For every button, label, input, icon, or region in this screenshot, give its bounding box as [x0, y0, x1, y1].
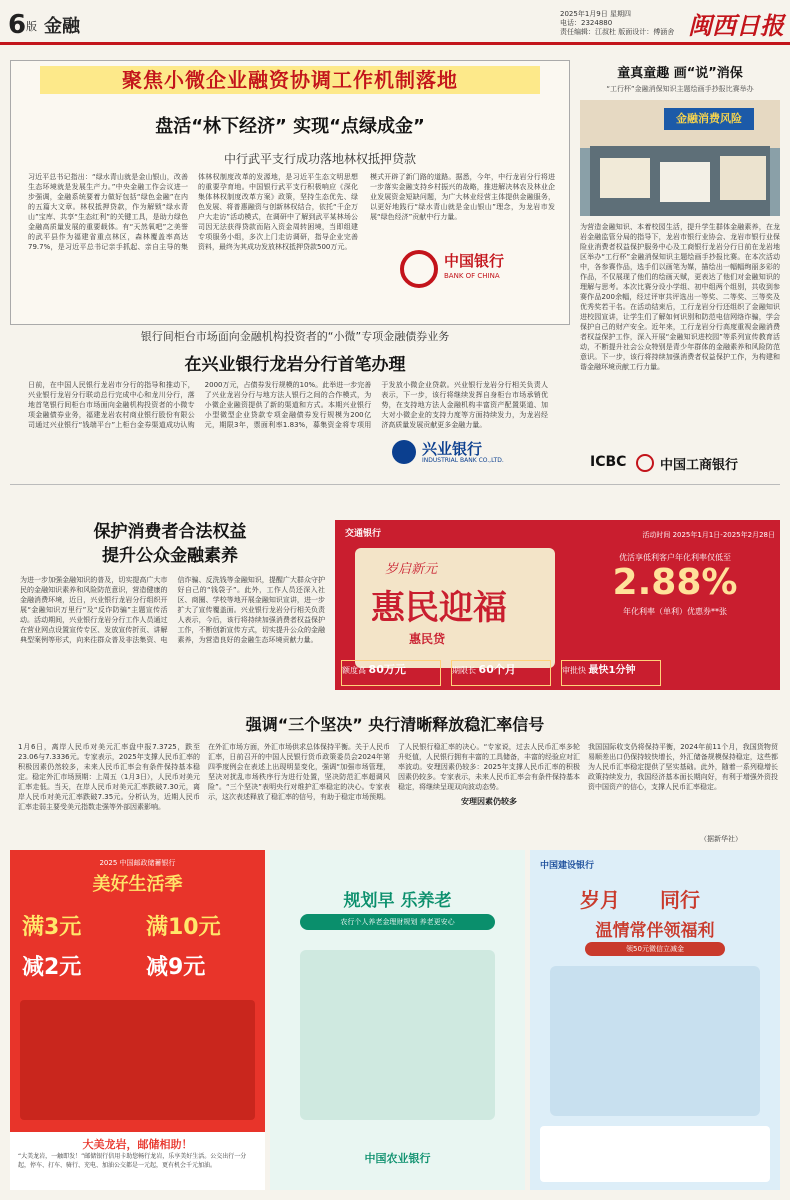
ccb-ad[interactable] — [530, 850, 780, 1190]
icbc-headline: 童真童趣 画“说”消保 — [617, 66, 743, 81]
abc-sub: 农行个人养老金理财规划 养老更安心 — [300, 914, 495, 930]
ad-feature-row — [341, 660, 773, 688]
bocom-ad[interactable] — [335, 520, 780, 690]
psbc-pre: 2025 中国邮政储蓄银行 — [99, 859, 176, 867]
icbc-article — [580, 60, 780, 480]
fx-source: （据新华社） — [700, 835, 742, 843]
ad-rate: 2.88% — [612, 562, 738, 603]
consumer-headline — [20, 520, 320, 568]
ad-rate-note: 年化利率（单利）优惠券**张 — [623, 607, 727, 616]
icbc-emblem-icon — [636, 454, 654, 472]
ccb-title3: 温情常伴领福利 — [595, 921, 715, 941]
psbc-offer1b: 减2元 — [22, 955, 82, 980]
ad-feature-approval: 审批快 最快1分钟 — [561, 660, 661, 686]
ad-date: 活动时间 2025年1月1日-2025年2月28日 — [642, 531, 775, 539]
psbc-foot-title: 大美龙岩，邮储相助！ — [82, 1138, 193, 1151]
article-forest-body: 习近平总书记指出：“绿水青山就是金山银山，改善生态环境就是发展生产力。”中央金融工作会议进一步强调，金融系统要着力做好包括“绿色金融”在内的五篇大文章。林权抵押贷款，作为解锁“绿水青山”宝库、共享“生态红利”的关键工具，是助力绿色金融高质量发展的重要载体。有“天然氧吧”之美誉的武平县作为福建省重点林区，森林覆盖率高达79.7%，是习近平总书记亲手抓起、亲自主导的集体林权制度改革的发源地，是习近平生态文明思想的重要孕育地。中国银行武平支行积极响应《深化集体林权制度改革方案》政策，坚持生态优先、绿色发展、将普惠融资与创新林权结合，依托“千企万户大走访”活动模式，在调研中了解到武平某林场公司因无法获得贷款而陷入资金周转困境，当即组建专项服务小组，多次上门走访调研，指导企业完善资料，最终为其成功发放林权抵押贷款500万元。 — [28, 173, 358, 251]
bocom-bank: 交通银行 — [345, 529, 382, 539]
event-photo — [580, 100, 780, 216]
ccb-sub: 领50元微信立减金 — [585, 942, 725, 956]
fx-col3: 了人民银行稳汇率的决心。“专家说，过去人民币汇率多轮升贬值，人民银行拥有丰富的工具储备，丰富的经验应对汇率波动。安理因素仍较多：2025年支撑人民币汇率的积极因素仍较多。专家表示，未来人民币汇率会有条件保持基本稳定，将继续呈现双向波动态势。 — [398, 743, 580, 791]
section-title: 金融 — [44, 16, 80, 37]
icbc-logo — [590, 454, 770, 474]
psbc-foot-text: “大美龙岩，一触即发！”邮储银行信用卡助您畅行龙岩，乐享美好生活。公交出行一分起，停车、打车、骑行、充电、加油公交都是一元起，更有机会千元加油。 — [18, 1153, 247, 1169]
icbc-name-en: ICBC — [590, 454, 627, 470]
psbc-offer2a: 满10元 — [146, 915, 221, 940]
abc-bank: 中国农业银行 — [364, 1152, 431, 1165]
feature-banner: 聚焦小微企业融资协调工作机制落地 — [40, 66, 540, 94]
boc-logo — [400, 246, 520, 292]
consumer-body: 为进一步加强金融知识的普及，切实提高广大市民的金融知识素养和风险防范意识，营造健康的金融消费环境，近日，兴业银行龙岩分行组织开展“金融知识万里行”及“反诈防骗”主题宣传活动。活动期间，兴业银行龙岩分行工作人员通过在营业网点设置宣传专区、发放宣传折页、讲解典型案例等形式，向来往群众普及非法集资、电信诈骗、反洗钱等金融知识，提醒广大群众守护好自己的“钱袋子”。此外，工作人员还深入社区、商圈、学校等地开展金融知识宣讲，进一步扩大了宣传覆盖面。兴业银行龙岩分行相关负责人表示，今后，该行将持续加强消费者权益保护工作，不断创新宣传方式，切实提升公众的金融素养，为营造良好的金融生态环境贡献力量。 — [20, 576, 325, 644]
divider — [10, 484, 780, 485]
psbc-offer1a: 满3元 — [22, 915, 82, 940]
cib-emblem-icon — [392, 440, 416, 464]
ad-title: 惠民迎福 — [371, 588, 507, 628]
icbc-subhead: “工行杯”金融消保知识主题绘画手抄报比赛举办 — [606, 85, 754, 93]
kicker-cib: 银行间柜台市场面向金融机构投资者的“小微”专项金融债券业务 — [140, 330, 450, 343]
consumer-headline-line1: 保护消费者合法权益 — [93, 522, 247, 542]
page-number: 6 — [8, 10, 27, 40]
issue-phone: 电话：2324880 — [560, 19, 613, 27]
ccb-title1: 岁月 — [580, 888, 620, 912]
cib-logo — [392, 438, 532, 468]
cib-name-cn: 兴业银行 — [422, 440, 483, 458]
page-ban-label: 版 — [26, 20, 37, 33]
ad-brand: 惠民贷 — [409, 632, 446, 646]
fx-subhead: 安理因素仍较多 — [461, 797, 517, 806]
abc-ad[interactable] — [270, 850, 525, 1190]
fx-headline: 强调“三个坚决” 央行清晰释放稳汇率信号 — [245, 715, 545, 734]
headline-cib: 在兴业银行龙岩分行首笔办理 — [184, 355, 406, 375]
photo-sign: 金融消费风险 — [664, 108, 754, 130]
ccb-title2: 同行 — [660, 888, 700, 912]
boc-emblem-icon — [400, 250, 438, 288]
boc-name-cn: 中国银行 — [444, 252, 505, 270]
ad-rate-label: 优活享低利客户年化利率仅低至 — [619, 553, 731, 562]
issue-date: 2025年1月9日 星期四 — [560, 10, 631, 18]
ccb-terms-box — [540, 1126, 770, 1182]
psbc-offer2b: 减9元 — [146, 955, 206, 980]
boc-name-en: BANK OF CHINA — [444, 272, 500, 280]
ccb-illustration — [550, 966, 760, 1116]
issue-editor: 责任编辑：江叔杜 版面设计：傅涵舍 — [560, 28, 675, 36]
cib-name-en: INDUSTRIAL BANK CO.,LTD. — [422, 457, 504, 464]
icbc-body: 为营造金融知识、本着校园生活，提升学生群体金融素养，在龙岩金融监管分局的指导下，龙岩市银行业协会、龙岩市银行业保险业消费者权益保护服务中心及工商银行龙岩分行日前在龙岩地区举办“工行杯”金融消保知识主题绘画手抄报比赛。在本次活动中，各参赛作品，选手们以画笔为媒，描绘出一幅幅绚丽多彩的作品，不仅展现了他们的绘画天赋，更表达了他们对金融知识的理解与思考。本次比赛分设小学组、初中组两个组别，共收到参赛作品200余幅，经过评审共评选出一等奖、二等奖、三等奖及优秀奖若干名。在活动结束后，工行龙岩分行还组织了金融知识进校园宣讲，让学生们了解如何识别和防范电信网络诈骗，学会保护自己的财产安全。近年来，工行龙岩分行高度重视金融消费者权益保护工作，深入开展“金融知识进校园”等系列宣传教育活动，不断提升社会公众特别是青少年群体的金融素养和风险防范意识。下一步，该行将持续加强消费者权益保护工作，为构建和谐金融环境贡献工行力量。 — [580, 223, 780, 371]
abc-illustration — [300, 950, 495, 1120]
psbc-title: 美好生活季 — [92, 874, 183, 895]
fx-col2: 在外汇市场方面，外汇市场供求总体保持平衡。关于人民币汇率，日前召开的中国人民银行货币政策委员会2024年第四季度例会在表述上出现明显变化，强调“加强市场管理，坚决对扰乱市场秩序行为进行处置，坚决防范汇率超调风险”。“三个坚决”表明央行对维护汇率稳定的决心。专家表示，这次表述释放了稳汇率的信号，有助于稳定市场预期。 — [208, 743, 390, 801]
subhead-forest: 中行武平支行成功落地林权抵押贷款 — [223, 152, 416, 166]
article-forest-body-end: 模式开辟了新门路的道路。据悉，今年，中行龙岩分行将进一步落实金融支持乡村振兴的战略，推进解决林农及林业企业发展资金短缺问题，为广大林业经营主体提供金融服务，以更好地践行“绿水青山就是金山银山”理念，为龙岩市发展“绿色经济”贡献中行力量。 — [370, 173, 555, 221]
psbc-ad[interactable] — [10, 850, 265, 1190]
ad-feature-limit: 额度高 80万元 — [341, 660, 441, 686]
paper-logo: 闽西日报 — [688, 11, 784, 40]
ccb-bank: 中国建设银行 — [540, 861, 595, 871]
fx-col1: 1月6日，离岸人民币对美元汇率盘中报7.3725，跌至23.06与7.3336元。专家表示，2025年支撑人民币汇率的积极因素仍然较多，未来人民币汇率会有条件保持基本稳定。稳定外汇市场预期：上周五（1月3日），人民币对美元汇率走低。当天，在岸人民币对美元汇率跌破7.30元，离岸人民币对美元汇率跌破7.35元。分析认为，近期人民币汇率走弱主要受美元指数走强等外部因素影响。 — [18, 743, 200, 811]
fx-col4: 我国国际收支仍将保持平衡，2024年前11个月，我国货物贸易顺差出口仍保持较快增长，外汇储备规模保持稳定，这些都为人民币汇率稳定提供了坚实基础。此外，随着一系列稳增长政策持续发力，我国经济基本面长期向好，有利于增强外资投资中国资产的信心，支撑人民币汇率稳定。 — [588, 743, 778, 791]
issue-info — [560, 10, 674, 37]
article-cib-body: 日前，在中国人民银行龙岩市分行的指导和推动下，兴业银行龙岩分行联动总行完成中心和龙川分行，落地首笔银行间柜台市场面向金融机构投资者的小微专项金融债券业务，福建龙岩农村商业银行股份有限公司通过兴业银行“钱端平台”上柜台金券渠道成功认购2000万元，占债券发行规模的10%。此举进一步完善了兴业龙岩分行与地方法人银行之间的合作模式，为小微企业融资提供了新的渠道和方式。本期兴业银行小型微型企业贷款专项金融债券发行规模为200亿元，期限3年，票面利率1.83%，募集资金将专项用于发放小微企业贷款。兴业银行龙岩分行相关负责人表示，下一步，该行将继续发挥自身柜台市场承销优势，在支持地方法人金融机构丰富资产配置渠道、加大对小微企业的支持力度等方面持续发力，为龙岩经济高质量发展贡献更多金融力量。 — [28, 381, 548, 429]
abc-title: 规划早 乐养老 — [343, 891, 452, 911]
headline-forest: 盘活“林下经济” 实现“点绿成金” — [155, 116, 425, 137]
psbc-footer — [10, 1132, 265, 1190]
masthead — [0, 0, 790, 44]
icbc-name-cn: 中国工商银行 — [660, 458, 739, 473]
ad-slogan: 岁启新元 — [385, 562, 438, 577]
psbc-terms-box — [20, 1000, 255, 1120]
ad-feature-term: 期限长 60个月 — [451, 660, 551, 686]
header-rule — [0, 42, 790, 45]
consumer-headline-line2: 提升公众金融素养 — [102, 546, 238, 566]
